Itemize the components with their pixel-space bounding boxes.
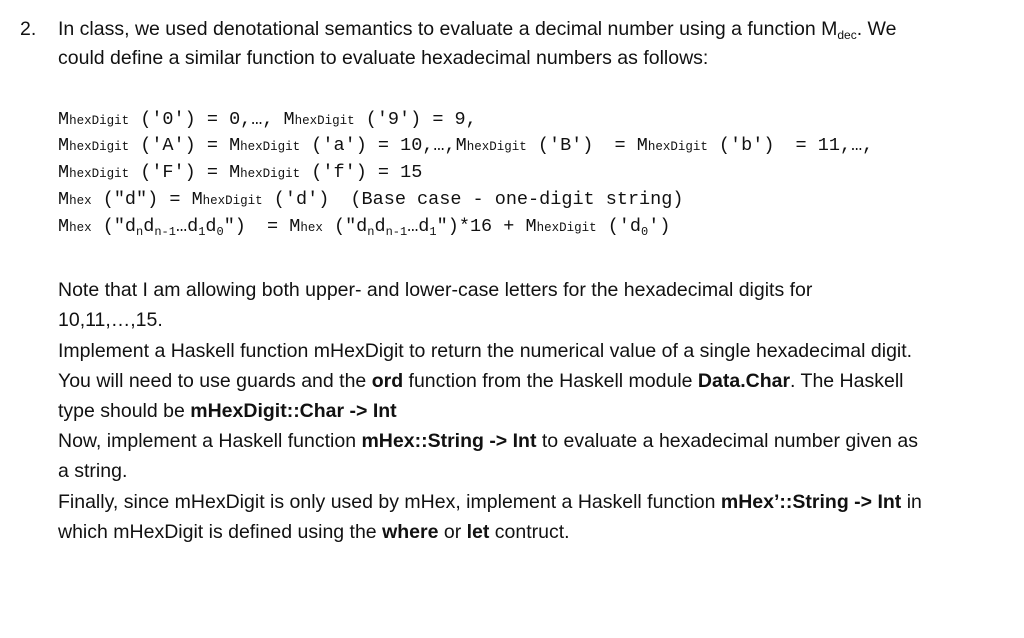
task1-line-1: Implement a Haskell function mHexDigit to return the numerical value of a single hexadecimal digit. bbox=[58, 340, 913, 362]
mhex-signature: mHex::String -> Int bbox=[361, 430, 537, 452]
intro-subscript: dec bbox=[837, 28, 857, 42]
question-intro-line2: could define a similar function to evaluate hexadecimal numbers as follows: bbox=[58, 47, 709, 69]
definition-line-2: MhexDigit ('A') = MhexDigit ('a') = 10,…,MhexDigit ('B') = MhexDigit ('b') = 11,…, bbox=[58, 135, 874, 156]
definition-line-4: Mhex ("d") = MhexDigit ('d') (Base case - one-digit string) bbox=[58, 189, 684, 210]
mhex-prime-signature: mHex’::String -> Int bbox=[720, 491, 902, 513]
task2-line-1: Now, implement a Haskell function mHex::String -> Int to evaluate a hexadecimal number given as bbox=[58, 430, 919, 452]
definition-line-5: Mhex $("d_nd_{n-1}\dots d_1d_0")$ = Mhex $("d_nd_{n-1}\dots d_1")*16$ + MhexDigit $('d_0')$ bbox=[58, 216, 671, 239]
intro-text: In class, we used denotational semantics to evaluate a decimal number using a function M bbox=[58, 18, 838, 40]
intro-text-end: . We bbox=[856, 18, 897, 40]
definition-line-3: MhexDigit ('F') = MhexDigit ('f') = 15 bbox=[58, 162, 423, 183]
note-line-1: Note that I am allowing both upper- and lower-case letters for the hexadecimal digits for bbox=[58, 279, 813, 301]
definition-line-1: MhexDigit ('0') = 0,…, MhexDigit ('9') = 9, bbox=[58, 109, 477, 130]
question-number: 2. bbox=[20, 18, 37, 40]
task3-line-1: Finally, since mHexDigit is only used by mHex, implement a Haskell function mHex’::String -> Int in bbox=[58, 491, 922, 513]
task1-line-2: You will need to use guards and the ord function from the Haskell module Data.Char. The Haskell bbox=[58, 370, 904, 392]
mhexdigit-signature: mHexDigit::Char -> Int bbox=[190, 400, 397, 422]
base-case-comment: (Base case - one-digit string) bbox=[350, 189, 684, 210]
task3-line-2: which mHexDigit is defined using the where or let contruct. bbox=[58, 521, 570, 543]
task1-line-3: type should be mHexDigit::Char -> Int bbox=[58, 400, 397, 422]
note-line-2: 10,11,…,15. bbox=[58, 309, 163, 331]
task2-line-2: a string. bbox=[58, 460, 128, 482]
